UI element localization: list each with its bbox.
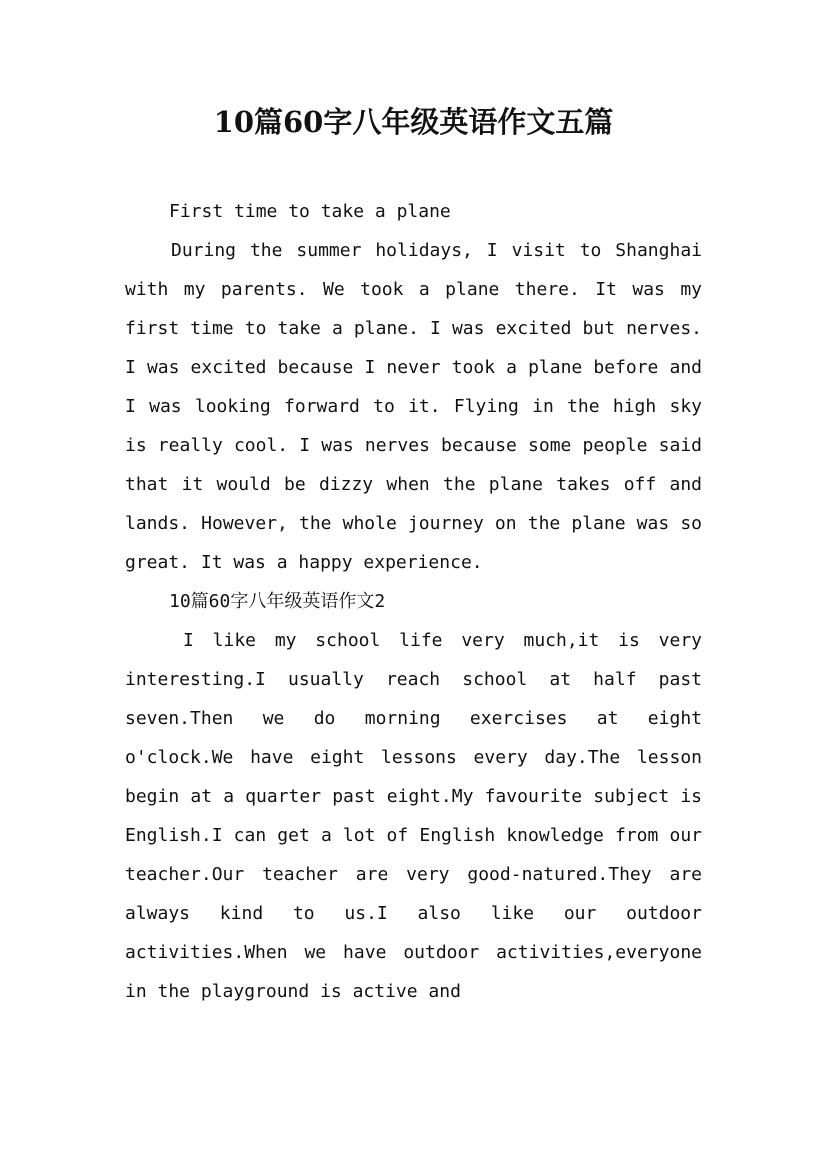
document-body xyxy=(125,192,702,1011)
document-title: 10篇60字八年级英语作文五篇 xyxy=(213,105,614,139)
section-heading-2: 10篇60字八年级英语作文2 xyxy=(169,591,386,612)
section-paragraph-1: During the summer holidays, I visit to Shanghai with my parents. We took a plane there. It was my first time to take a plane. I was excited but nerves. I was excited because I never took a plane before and I was looking forward to it. Flying in the high sky is really cool. I was nerves because some people said that it would be dizzy when the plane takes off and lands. However, the whole journey on the plane was so great. It was a happy experience. xyxy=(125,240,702,573)
section-heading-1: First time to take a plane xyxy=(169,201,451,222)
section-paragraph-2: I like my school life very much,it is very interesting.I usually reach school at half past seven.Then we do morning exercises at eight o'clock.We have eight lessons every day.The lesson begin at a quarter past eight.My favourite subject is English.I can get a lot of English knowledge from our teacher.Our teacher are very good-natured.They are always kind to us.I also like our outdoor activities.When we have outdoor activities,everyone in the playground is active and xyxy=(125,630,702,1002)
